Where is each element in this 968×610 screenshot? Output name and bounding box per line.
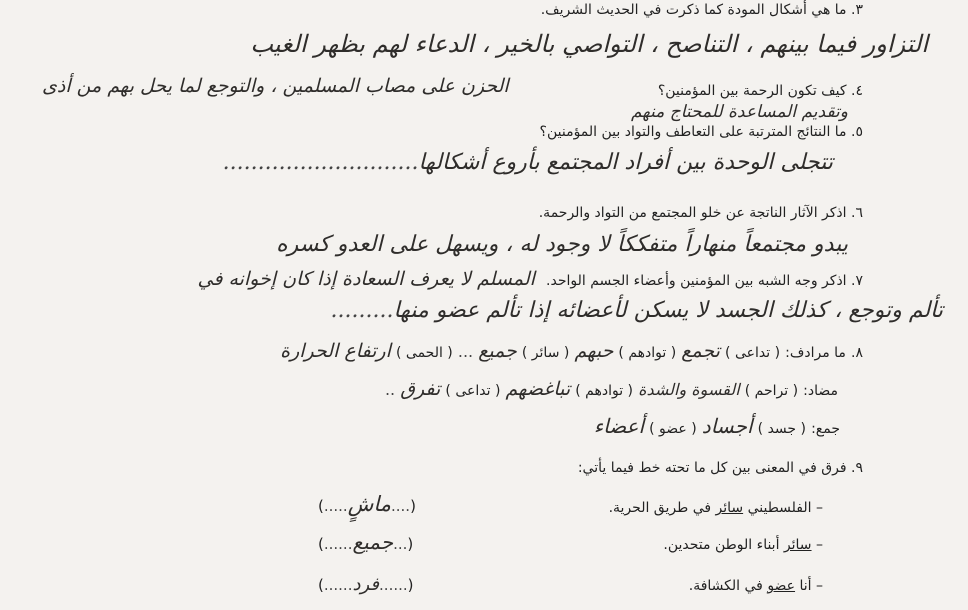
q8-syn-answer2: حبهم bbox=[574, 340, 614, 362]
q7-answer-line2: تألم وتوجع ، كذلك الجسد لا يسكن لأعضائه إذا تألم عضو منها......... bbox=[330, 298, 943, 323]
q8-ant-answer2: تباغضهم bbox=[505, 378, 571, 400]
q9-item-1: – الفلسطيني سائر في طريق الحرية. bbox=[608, 500, 823, 516]
q8-syn-answer1: تجمع bbox=[681, 340, 720, 362]
q8-synonyms-row: ٨. ما مرادف: ( تداعى ) تجمع ( توادهم ) حبهم ( سائر ) جميع ... ( الحمى ) ارتفاع الحرارة bbox=[280, 340, 863, 362]
q8-ant-word3: ( تداعى ) bbox=[445, 383, 501, 399]
q5-question: ٥. ما النتائج المترتبة على التعاطف والتواد بين المؤمنين؟ bbox=[539, 124, 863, 140]
q8-synonyms-label: ما مرادف: bbox=[785, 345, 846, 361]
q8-pl-answer2: أعضاء bbox=[593, 414, 645, 438]
q8-syn-word4: ( الحمى ) bbox=[395, 345, 453, 361]
q8-antonyms-row: مضاد: ( تراحم ) القسوة والشدة ( توادهم ) تباغضهم ( تداعى ) تفرق .. bbox=[384, 378, 838, 400]
q8-ant-answer3: تفرق bbox=[400, 378, 441, 400]
q8-number: ٨. bbox=[851, 345, 863, 361]
q6-answer: يبدو مجتمعاً منهاراً متفككاً لا وجود له ، ويسهل على العدو كسره bbox=[276, 232, 848, 257]
q7-question: ٧. اذكر وجه الشبه بين المؤمنين وأعضاء الجسم الواحد. bbox=[546, 273, 863, 289]
q8-ant-word1: ( تراحم ) bbox=[744, 383, 799, 399]
q9-item-2: – سائر أبناء الوطن متحدين. bbox=[663, 537, 823, 553]
q5-answer: تتجلى الوحدة بين أفراد المجتمع بأروع أشكالها............................ bbox=[222, 150, 833, 175]
q8-plural-label: جمع: bbox=[811, 421, 840, 437]
q8-ant-word2: ( توادهم ) bbox=[575, 383, 634, 399]
q8-syn-answer4: ارتفاع الحرارة bbox=[280, 340, 391, 362]
q8-antonyms-label: مضاد: bbox=[803, 383, 838, 399]
q9-answer-2: (...جميع......) bbox=[318, 530, 414, 554]
q9-item-3-underlined: عضو bbox=[767, 578, 796, 594]
q4-answer-line2: وتقديم المساعدة للمحتاج منهم bbox=[630, 102, 848, 122]
q4-question: ٤. كيف تكون الرحمة بين المؤمنين؟ bbox=[657, 83, 863, 99]
q9-item-3: – أنا عضو في الكشافة. bbox=[688, 578, 823, 594]
q7-row bbox=[20, 268, 863, 290]
q8-syn-word2: ( توادهم ) bbox=[618, 345, 677, 361]
q7-dots: ......... bbox=[330, 298, 394, 323]
q9-question: ٩. فرق في المعنى بين كل ما تحته خط فيما يأتي: bbox=[577, 460, 863, 476]
q8-pl-word1: ( جسد ) bbox=[757, 421, 806, 437]
q9-item-1-underlined: سائر bbox=[715, 500, 744, 516]
q8-syn-word1: ( تداعى ) bbox=[725, 345, 781, 361]
q7-answer-inline: المسلم لا يعرف السعادة إذا كان إخوانه في bbox=[197, 268, 535, 290]
q8-pl-answer1: أجساد bbox=[701, 414, 753, 438]
q8-syn-word3: ( سائر ) bbox=[521, 345, 570, 361]
q3-answer: التزاور فيما بينهم ، التناصح ، التواصي بالخير ، الدعاء لهم بظهر الغيب bbox=[250, 30, 928, 58]
q9-item-2-underlined: سائر bbox=[783, 537, 812, 553]
q8-ant-answer1: القسوة والشدة bbox=[638, 380, 740, 399]
q4-answer-line1: الحزن على مصاب المسلمين ، والتوجع لما يحل بهم من أذى bbox=[42, 75, 509, 97]
q8-syn-answer3: جميع bbox=[478, 340, 517, 362]
q8-pl-word2: ( عضو ) bbox=[649, 421, 697, 437]
q8-plural-row bbox=[594, 414, 840, 438]
q9-answer-3: (......فرد......) bbox=[318, 574, 414, 595]
q3-question: ٣. ما هي أشكال المودة كما ذكرت في الحديث الشريف. bbox=[540, 2, 863, 18]
q5-dots: ............................ bbox=[222, 150, 419, 175]
q6-question: ٦. اذكر الآثار الناتجة عن خلو المجتمع من التواد والرحمة. bbox=[538, 205, 863, 221]
q9-answer-1: (....ماشٍ.....) bbox=[318, 492, 416, 516]
